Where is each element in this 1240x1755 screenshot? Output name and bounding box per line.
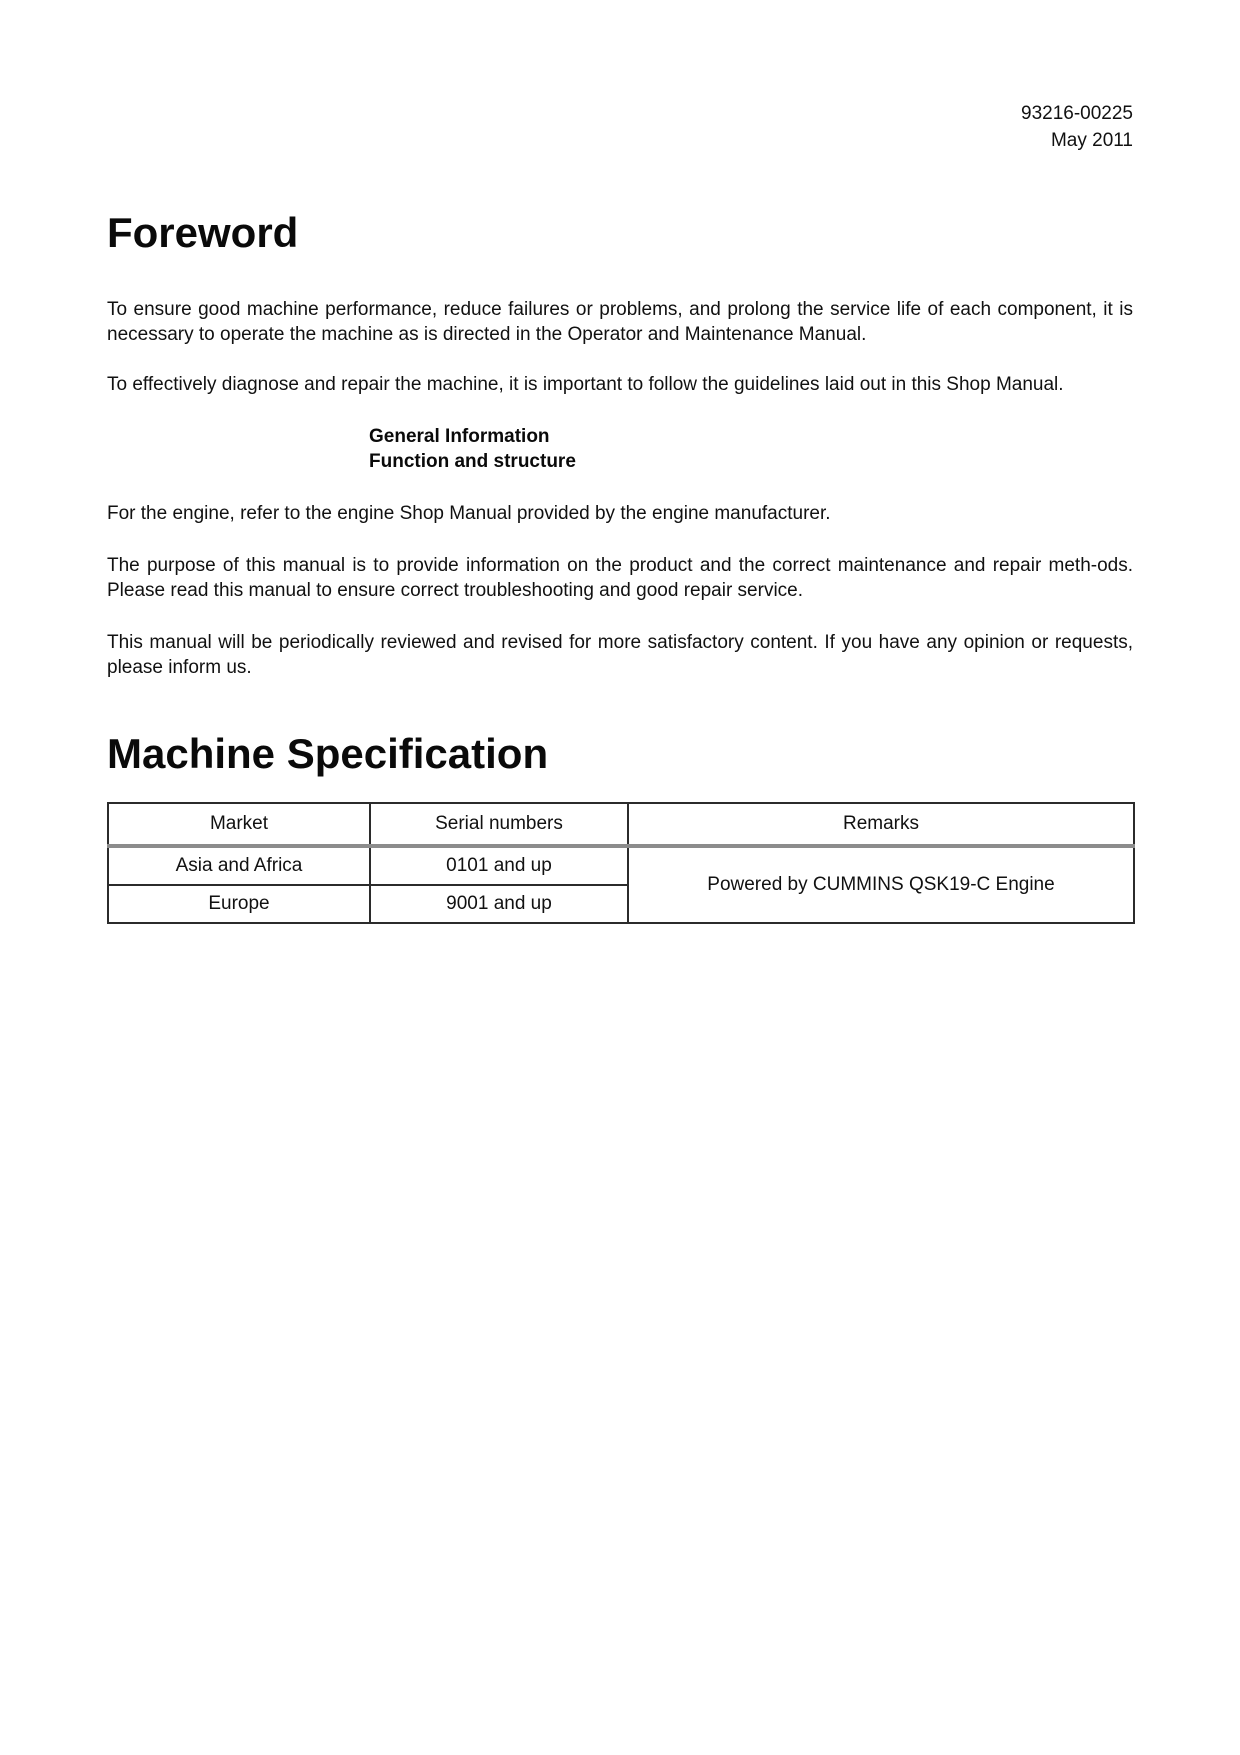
doc-meta bbox=[107, 100, 1133, 154]
cell-serial-asia-africa: 0101 and up bbox=[370, 846, 628, 885]
machine-specification-table bbox=[107, 802, 1135, 924]
column-header-remarks: Remarks bbox=[628, 803, 1134, 846]
table-header-row bbox=[108, 803, 1134, 846]
foreword-title: Foreword bbox=[107, 209, 299, 256]
paragraph-revision: This manual will be periodically reviewed and revised for more satisfactory content. If you have any opinion or requests, please inform us. bbox=[107, 632, 1133, 678]
paragraph-purpose: The purpose of this manual is to provide information on the product and the correct maintenance and repair meth-ods. Please read this manual to ensure correct troubleshooting and good repair service. bbox=[107, 555, 1133, 601]
paragraph-engine: For the engine, refer to the engine Shop Manual provided by the engine manufacturer. bbox=[107, 503, 831, 524]
cell-market-europe: Europe bbox=[108, 885, 370, 923]
cell-remarks: Powered by CUMMINS QSK19-C Engine bbox=[628, 846, 1134, 923]
paragraph-intro: To ensure good machine performance, reduce failures or problems, and prolong the service life of each component, it is necessary to operate the machine as is directed in the Operator and Maintenance Manual. bbox=[107, 299, 1133, 345]
column-header-market: Market bbox=[108, 803, 370, 846]
table-row bbox=[108, 846, 1134, 885]
manual-section-general-information: General Information bbox=[369, 426, 550, 447]
doc-date: May 2011 bbox=[1050, 130, 1133, 151]
manual-section-list bbox=[369, 424, 1133, 474]
cell-serial-europe: 9001 and up bbox=[370, 885, 628, 923]
machine-specification-title: Machine Specification bbox=[107, 730, 549, 777]
cell-market-asia-africa: Asia and Africa bbox=[108, 846, 370, 885]
doc-number: 93216-00225 bbox=[1021, 103, 1133, 124]
manual-section-function-and-structure: Function and structure bbox=[369, 451, 576, 472]
paragraph-diagnose: To effectively diagnose and repair the machine, it is important to follow the guidelines laid out in this Shop Manual. bbox=[107, 374, 1064, 395]
column-header-serial-numbers: Serial numbers bbox=[370, 803, 628, 846]
